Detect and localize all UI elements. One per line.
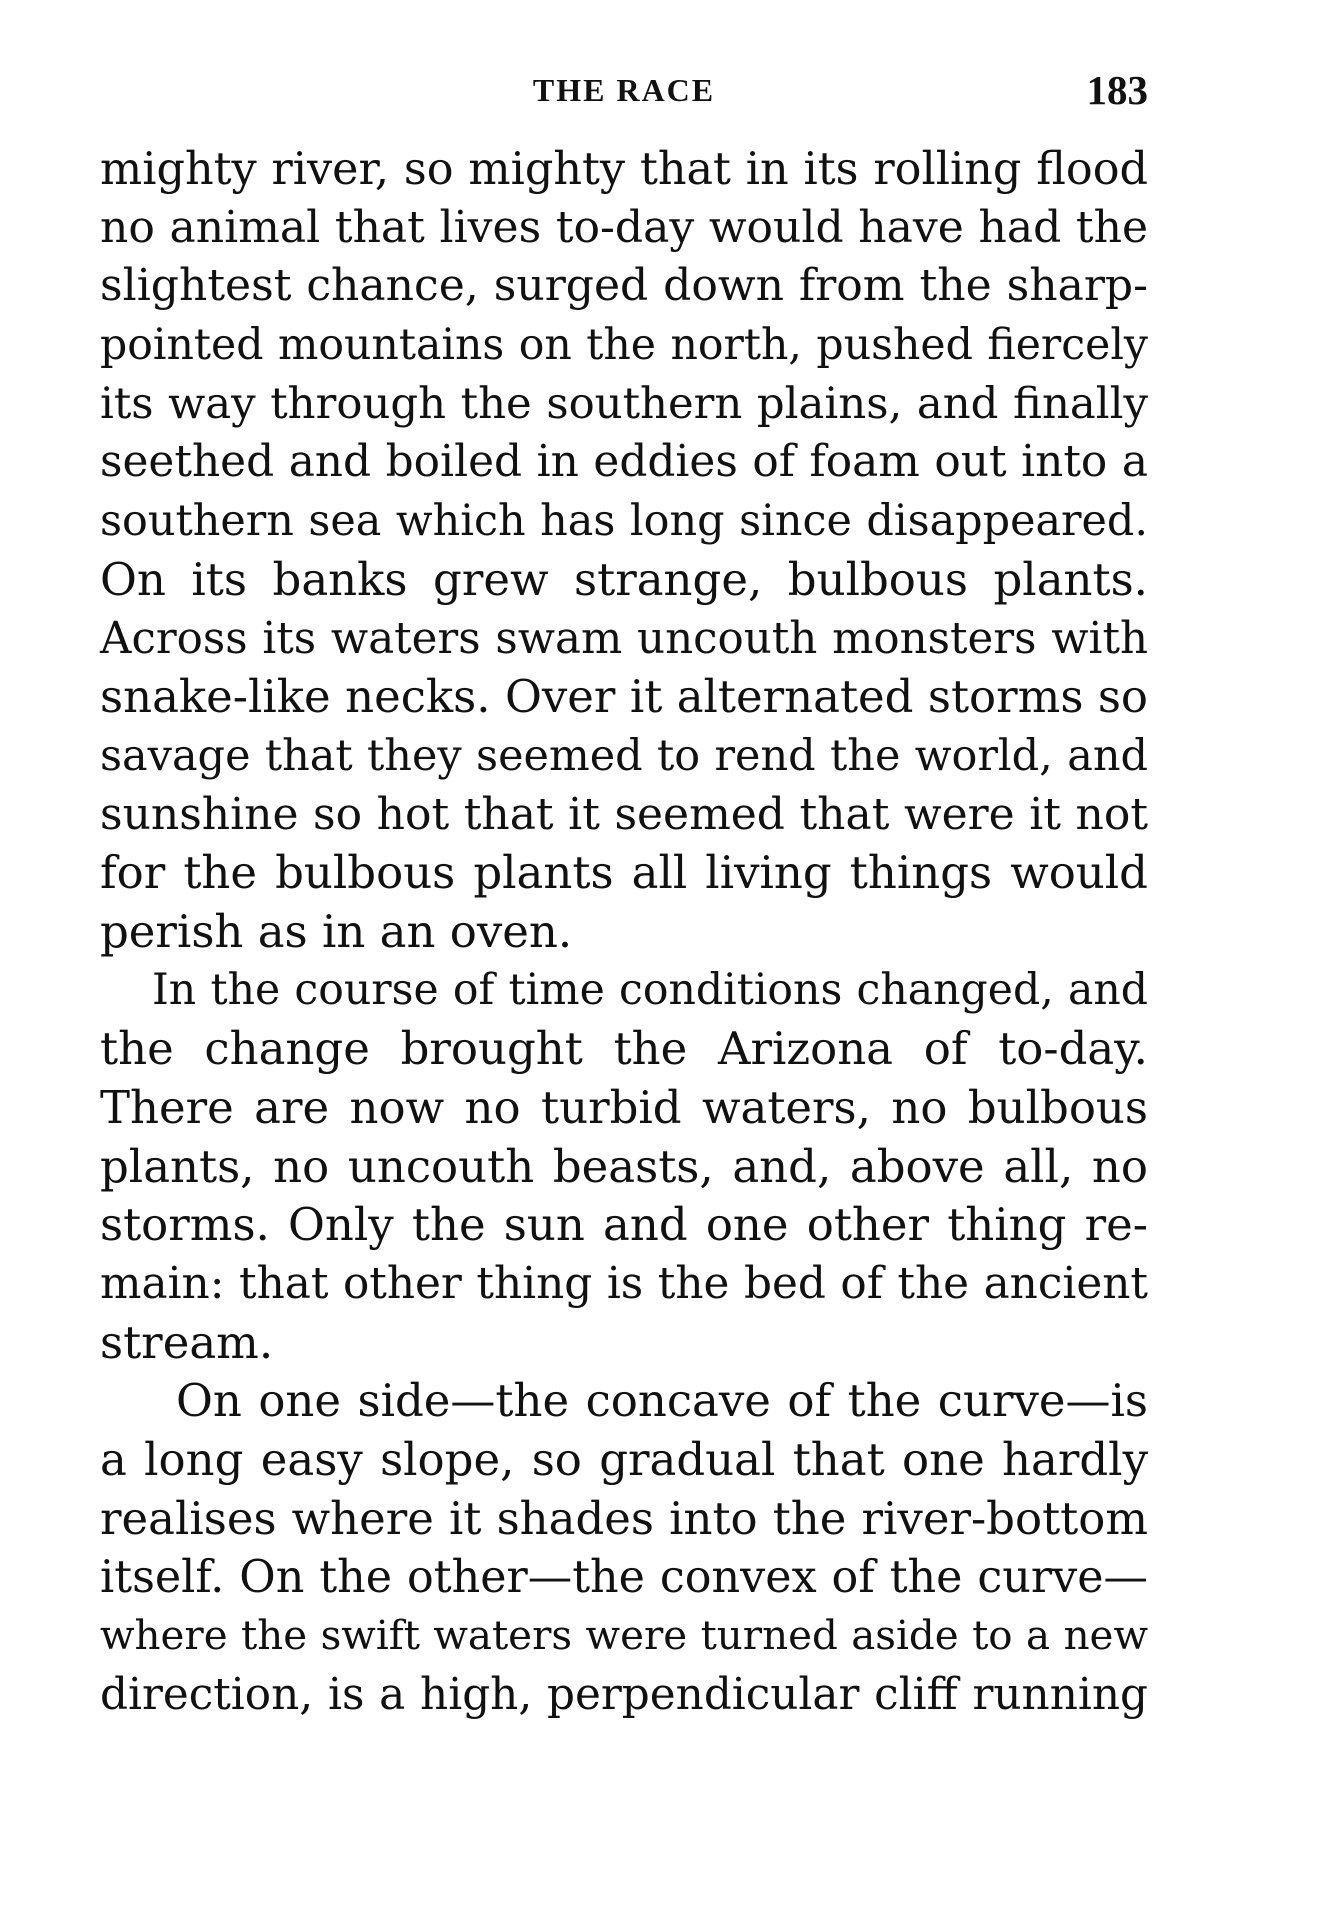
text-line: for the bulbous plants all living things would [100,846,1148,900]
text-line: There are now no turbid waters, no bulbous [100,1081,1148,1134]
text-line: seethed and boiled in eddies of foam out into a [100,436,1148,488]
text-line: main: that other thing is the bed of the ancient [100,1258,1148,1310]
text-line: a long easy slope, so gradual that one hardly [100,1433,1148,1487]
body-text [100,140,1148,1725]
text-line: the change brought the Arizona of to-day. [100,1022,1148,1076]
text-line: storms. Only the sun and one other thing re- [100,1198,1148,1252]
text-line: no animal that lives to-day would have had the [100,201,1148,253]
paragraph-2 [100,962,1148,1373]
text-line: savage that they seemed to rend the world, and [100,730,1148,781]
text-line: direction, is a high, perpendicular cliff running [100,1668,1148,1720]
running-title: THE RACE [532,72,716,108]
paragraph-1 [100,140,1148,962]
text-line: sunshine so hot that it seemed that were it not [100,788,1148,840]
text-line: Across its waters swam uncouth monsters with [100,613,1148,664]
text-line: In the course of time conditions changed, and [152,965,1148,1015]
text-line: On one side—the concave of the curve—is [176,1374,1148,1428]
text-line: its way through the southern plains, and finally [100,378,1148,429]
text-line: perish as in an oven. [100,904,573,958]
text-line: snake-like necks. Over it alternated storms so [100,670,1148,724]
text-line: pointed mountains on the north, pushed fiercely [100,320,1148,371]
running-head [100,68,1148,118]
text-line: On its banks grew strange, bulbous plants. [100,552,1148,606]
text-line: slightest chance, surged down from the sharp- [100,260,1148,312]
text-line: where the swift waters were turned aside to a new [100,1612,1148,1660]
text-line: itself. On the other—the convex of the curve— [100,1551,1148,1603]
text-line: mighty river, so mighty that in its rolling flood [100,143,1148,195]
page-number: 183 [1086,67,1148,113]
paragraph-3 [100,1372,1148,1724]
text-line: realises where it shades into the river-bottom [100,1491,1148,1545]
text-line: southern sea which has long since disappeared. [100,496,1148,547]
text-line: stream. [100,1315,274,1369]
text-line: plants, no uncouth beasts, and, above all, no [100,1139,1148,1193]
